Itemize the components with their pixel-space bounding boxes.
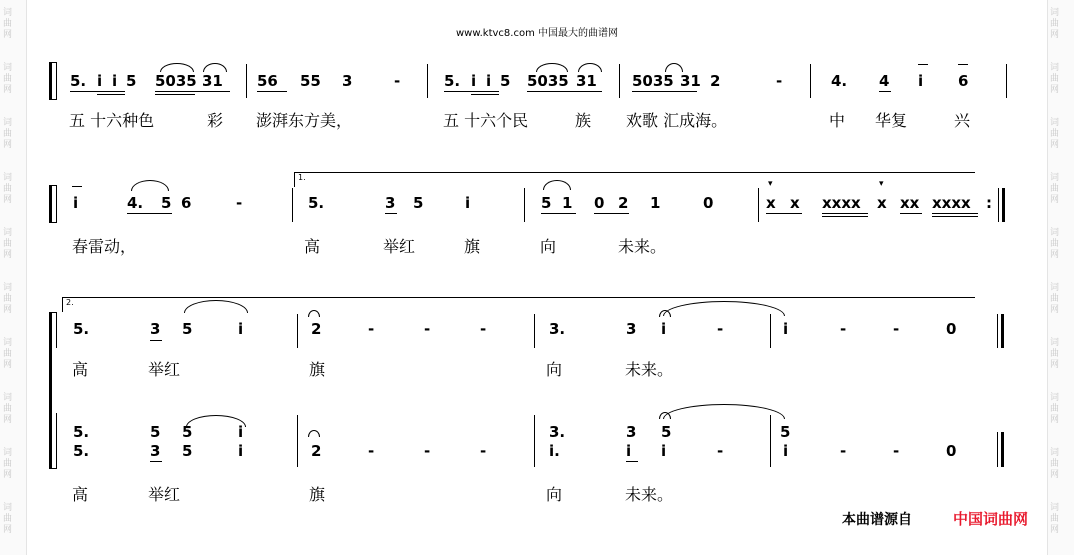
note: 3 (150, 320, 161, 338)
note: i (783, 442, 789, 460)
lyric: 未来。 (625, 360, 674, 379)
watermark-text: 词 曲 网 (3, 228, 13, 260)
watermark-text: 词 曲 网 (3, 283, 13, 315)
lyric: 五 十六个民 (443, 111, 529, 130)
note: 5. (73, 442, 90, 460)
note: 1 (562, 194, 573, 212)
watermark-text: 词 曲 网 (1050, 63, 1060, 95)
watermark-text: 词 曲 网 (3, 393, 13, 425)
note: xxxx (932, 194, 971, 212)
watermark-text: 词 曲 网 (1050, 448, 1060, 480)
note: 2 (618, 194, 629, 212)
note: - (236, 194, 243, 212)
note: - (424, 320, 431, 338)
note: - (424, 442, 431, 460)
watermark-text: 词 曲 网 (3, 118, 13, 150)
lyric: 中 (829, 111, 846, 130)
note: - (776, 72, 783, 90)
note: 56 (257, 72, 278, 90)
note: 3. (549, 320, 566, 338)
lyric: 春雷动， (72, 237, 137, 256)
note: 5 (161, 194, 172, 212)
note: 55 (300, 72, 321, 90)
watermark-text: 词 曲 网 (1050, 393, 1060, 425)
lyric: 向 (540, 237, 557, 256)
note: 3 (342, 72, 353, 90)
lyric: 未来。 (618, 237, 667, 256)
note: 0 (594, 194, 605, 212)
note: i (112, 72, 118, 90)
note: i. (549, 442, 560, 460)
watermark-text: 词 曲 网 (1050, 338, 1060, 370)
site-header: www.ktvc8.com 中国最大的曲谱网 (455, 28, 618, 39)
note: 5 (182, 320, 193, 338)
note: 31 (576, 72, 597, 90)
note: 3 (626, 320, 637, 338)
note: - (840, 442, 847, 460)
note: 5035 (155, 72, 197, 90)
note: 3 (385, 194, 396, 212)
note: 0 (946, 320, 957, 338)
volta-1: 1. (298, 173, 306, 182)
note: i (238, 442, 244, 460)
lyric: 欢歌 汇成海。 (626, 111, 728, 130)
note: - (480, 442, 487, 460)
note: - (394, 72, 401, 90)
note: - (368, 442, 375, 460)
note: 5 (413, 194, 424, 212)
lyric: 举红 (148, 485, 181, 504)
note: 4. (127, 194, 144, 212)
watermark-text: 词 曲 网 (3, 338, 13, 370)
lyric: 高 (72, 485, 89, 504)
note: i (486, 72, 492, 90)
note: 0 (946, 442, 957, 460)
lyric: 举红 (148, 360, 181, 379)
note: 0 (703, 194, 714, 212)
lyric: 华复 (875, 111, 908, 130)
lyric: 未来。 (625, 485, 674, 504)
watermark-text: 词 曲 网 (3, 173, 13, 205)
lyric: 族 (575, 111, 592, 130)
lyric: 彩 (207, 111, 224, 130)
note: - (893, 320, 900, 338)
lyric: 旗 (464, 237, 481, 256)
note: 4 (879, 72, 890, 90)
lyric: 澎湃东方美， (256, 111, 353, 130)
note: 3 (626, 423, 637, 441)
note: - (480, 320, 487, 338)
note: i (97, 72, 103, 90)
watermark-text: 词 曲 网 (3, 63, 13, 95)
note: 2 (311, 320, 322, 338)
note: 5. (308, 194, 325, 212)
note: 5. (70, 72, 87, 90)
note: 5 (182, 442, 193, 460)
lyric: 向 (546, 360, 563, 379)
source-label: 本曲谱源自 (842, 512, 912, 528)
lyric: 向 (546, 485, 563, 504)
lyric: 旗 (309, 485, 326, 504)
note: 5 (182, 423, 193, 441)
watermark-text: 词 曲 网 (3, 503, 13, 535)
note: 2 (710, 72, 721, 90)
note: i (471, 72, 477, 90)
note: 5 (150, 423, 161, 441)
note: 5035 (632, 72, 674, 90)
watermark-text: 词 曲 网 (1050, 283, 1060, 315)
watermark-text: 词 曲 网 (1050, 503, 1060, 535)
note: 6 (181, 194, 192, 212)
volta-2: 2. (66, 298, 74, 307)
lyric: 高 (304, 237, 321, 256)
note: 2 (311, 442, 322, 460)
lyric: 旗 (309, 360, 326, 379)
note: 3. (549, 423, 566, 441)
note: 5. (73, 320, 90, 338)
note: i (73, 194, 79, 212)
note: x (877, 194, 887, 212)
watermark-text: 词 曲 网 (1050, 228, 1060, 260)
note: 5. (444, 72, 461, 90)
note: 1 (650, 194, 661, 212)
lyric: 高 (72, 360, 89, 379)
note: i (238, 423, 244, 441)
note: - (717, 320, 724, 338)
note: 5. (73, 423, 90, 441)
note: i (661, 442, 667, 460)
note: 31 (680, 72, 701, 90)
note: - (840, 320, 847, 338)
note: - (368, 320, 375, 338)
note: xx (900, 194, 920, 212)
note: 5 (500, 72, 511, 90)
note: i (238, 320, 244, 338)
brand-link[interactable]: 中国词曲网 (953, 510, 1029, 528)
note: 5 (126, 72, 137, 90)
watermark-text: 词 曲 网 (3, 448, 13, 480)
watermark-text: 词 曲 网 (1050, 8, 1060, 40)
note: i (661, 320, 667, 338)
lyric: 兴 (954, 111, 971, 130)
note: 5 (780, 423, 791, 441)
note: 3 (150, 442, 161, 460)
note: i (626, 442, 632, 460)
note: xxxx (822, 194, 861, 212)
note: x (790, 194, 800, 212)
note: 5 (541, 194, 552, 212)
note: 6 (958, 72, 969, 90)
note: 5035 (527, 72, 569, 90)
lyric: 五 十六种色 (69, 111, 155, 130)
note: x (766, 194, 776, 212)
note: 4. (831, 72, 848, 90)
note: 5 (661, 423, 672, 441)
watermark-text: 词 曲 网 (1050, 173, 1060, 205)
note: i (918, 72, 924, 90)
lyric: 举红 (383, 237, 416, 256)
note: - (717, 442, 724, 460)
watermark-text: 词 曲 网 (3, 8, 13, 40)
note: 31 (202, 72, 223, 90)
watermark-text: 词 曲 网 (1050, 118, 1060, 150)
note: - (893, 442, 900, 460)
note: i (465, 194, 471, 212)
note: i (783, 320, 789, 338)
